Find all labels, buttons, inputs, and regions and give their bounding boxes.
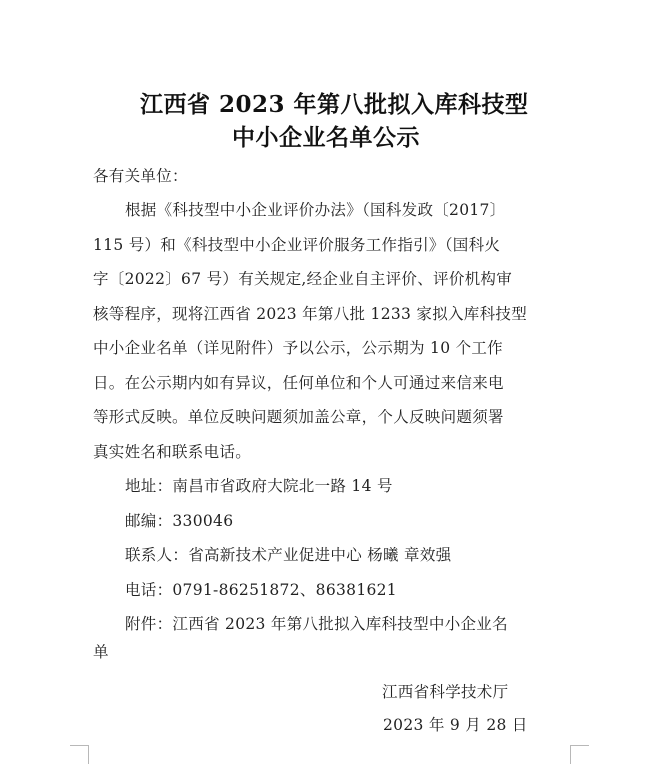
title-line-1: 江西省 2023 年第八批拟入库科技型: [140, 91, 529, 118]
salutation: 各有关单位：: [93, 167, 188, 185]
body-line: 中小企业名单（详见附件）予以公示，公示期为 10 个工作: [93, 339, 503, 357]
body-line: 日。在公示期内如有异议，任何单位和个人可通过来信来电: [93, 374, 504, 392]
body-line: 核等程序，现将江西省 2023 年第八批 1233 家拟入库科技型: [93, 305, 528, 323]
body-line: 真实姓名和联系电话。: [93, 443, 252, 461]
body-line: 等形式反映。单位反映问题须加盖公章，个人反映问题须署: [93, 408, 504, 426]
body-line: 字〔2022〕67 号）有关规定,经企业自主评价、评价机构审: [93, 270, 513, 288]
contact-person-line: 联系人：省高新技术产业促进中心 杨曦 章效强: [125, 546, 452, 564]
margin-crop-mark: [570, 745, 589, 764]
attachment-line: 单: [93, 643, 109, 661]
issuer: 江西省科学技术厅: [382, 683, 509, 701]
body-line: 115 号）和《科技型中小企业评价服务工作指引》（国科火: [93, 236, 501, 254]
issue-date: 2023 年 9 月 28 日: [383, 716, 528, 734]
title-line-2: 中小企业名单公示: [232, 124, 420, 151]
margin-crop-mark: [70, 745, 89, 764]
body-line: 根据《科技型中小企业评价办法》（国科发政〔2017〕: [125, 201, 506, 219]
address-line: 地址：南昌市省政府大院北一路 14 号: [125, 477, 393, 495]
attachment-line: 附件：江西省 2023 年第八批拟入库科技型中小企业名: [125, 615, 508, 633]
phone-line: 电话：0791-86251872、86381621: [125, 581, 397, 599]
postcode-line: 邮编：330046: [125, 512, 234, 530]
